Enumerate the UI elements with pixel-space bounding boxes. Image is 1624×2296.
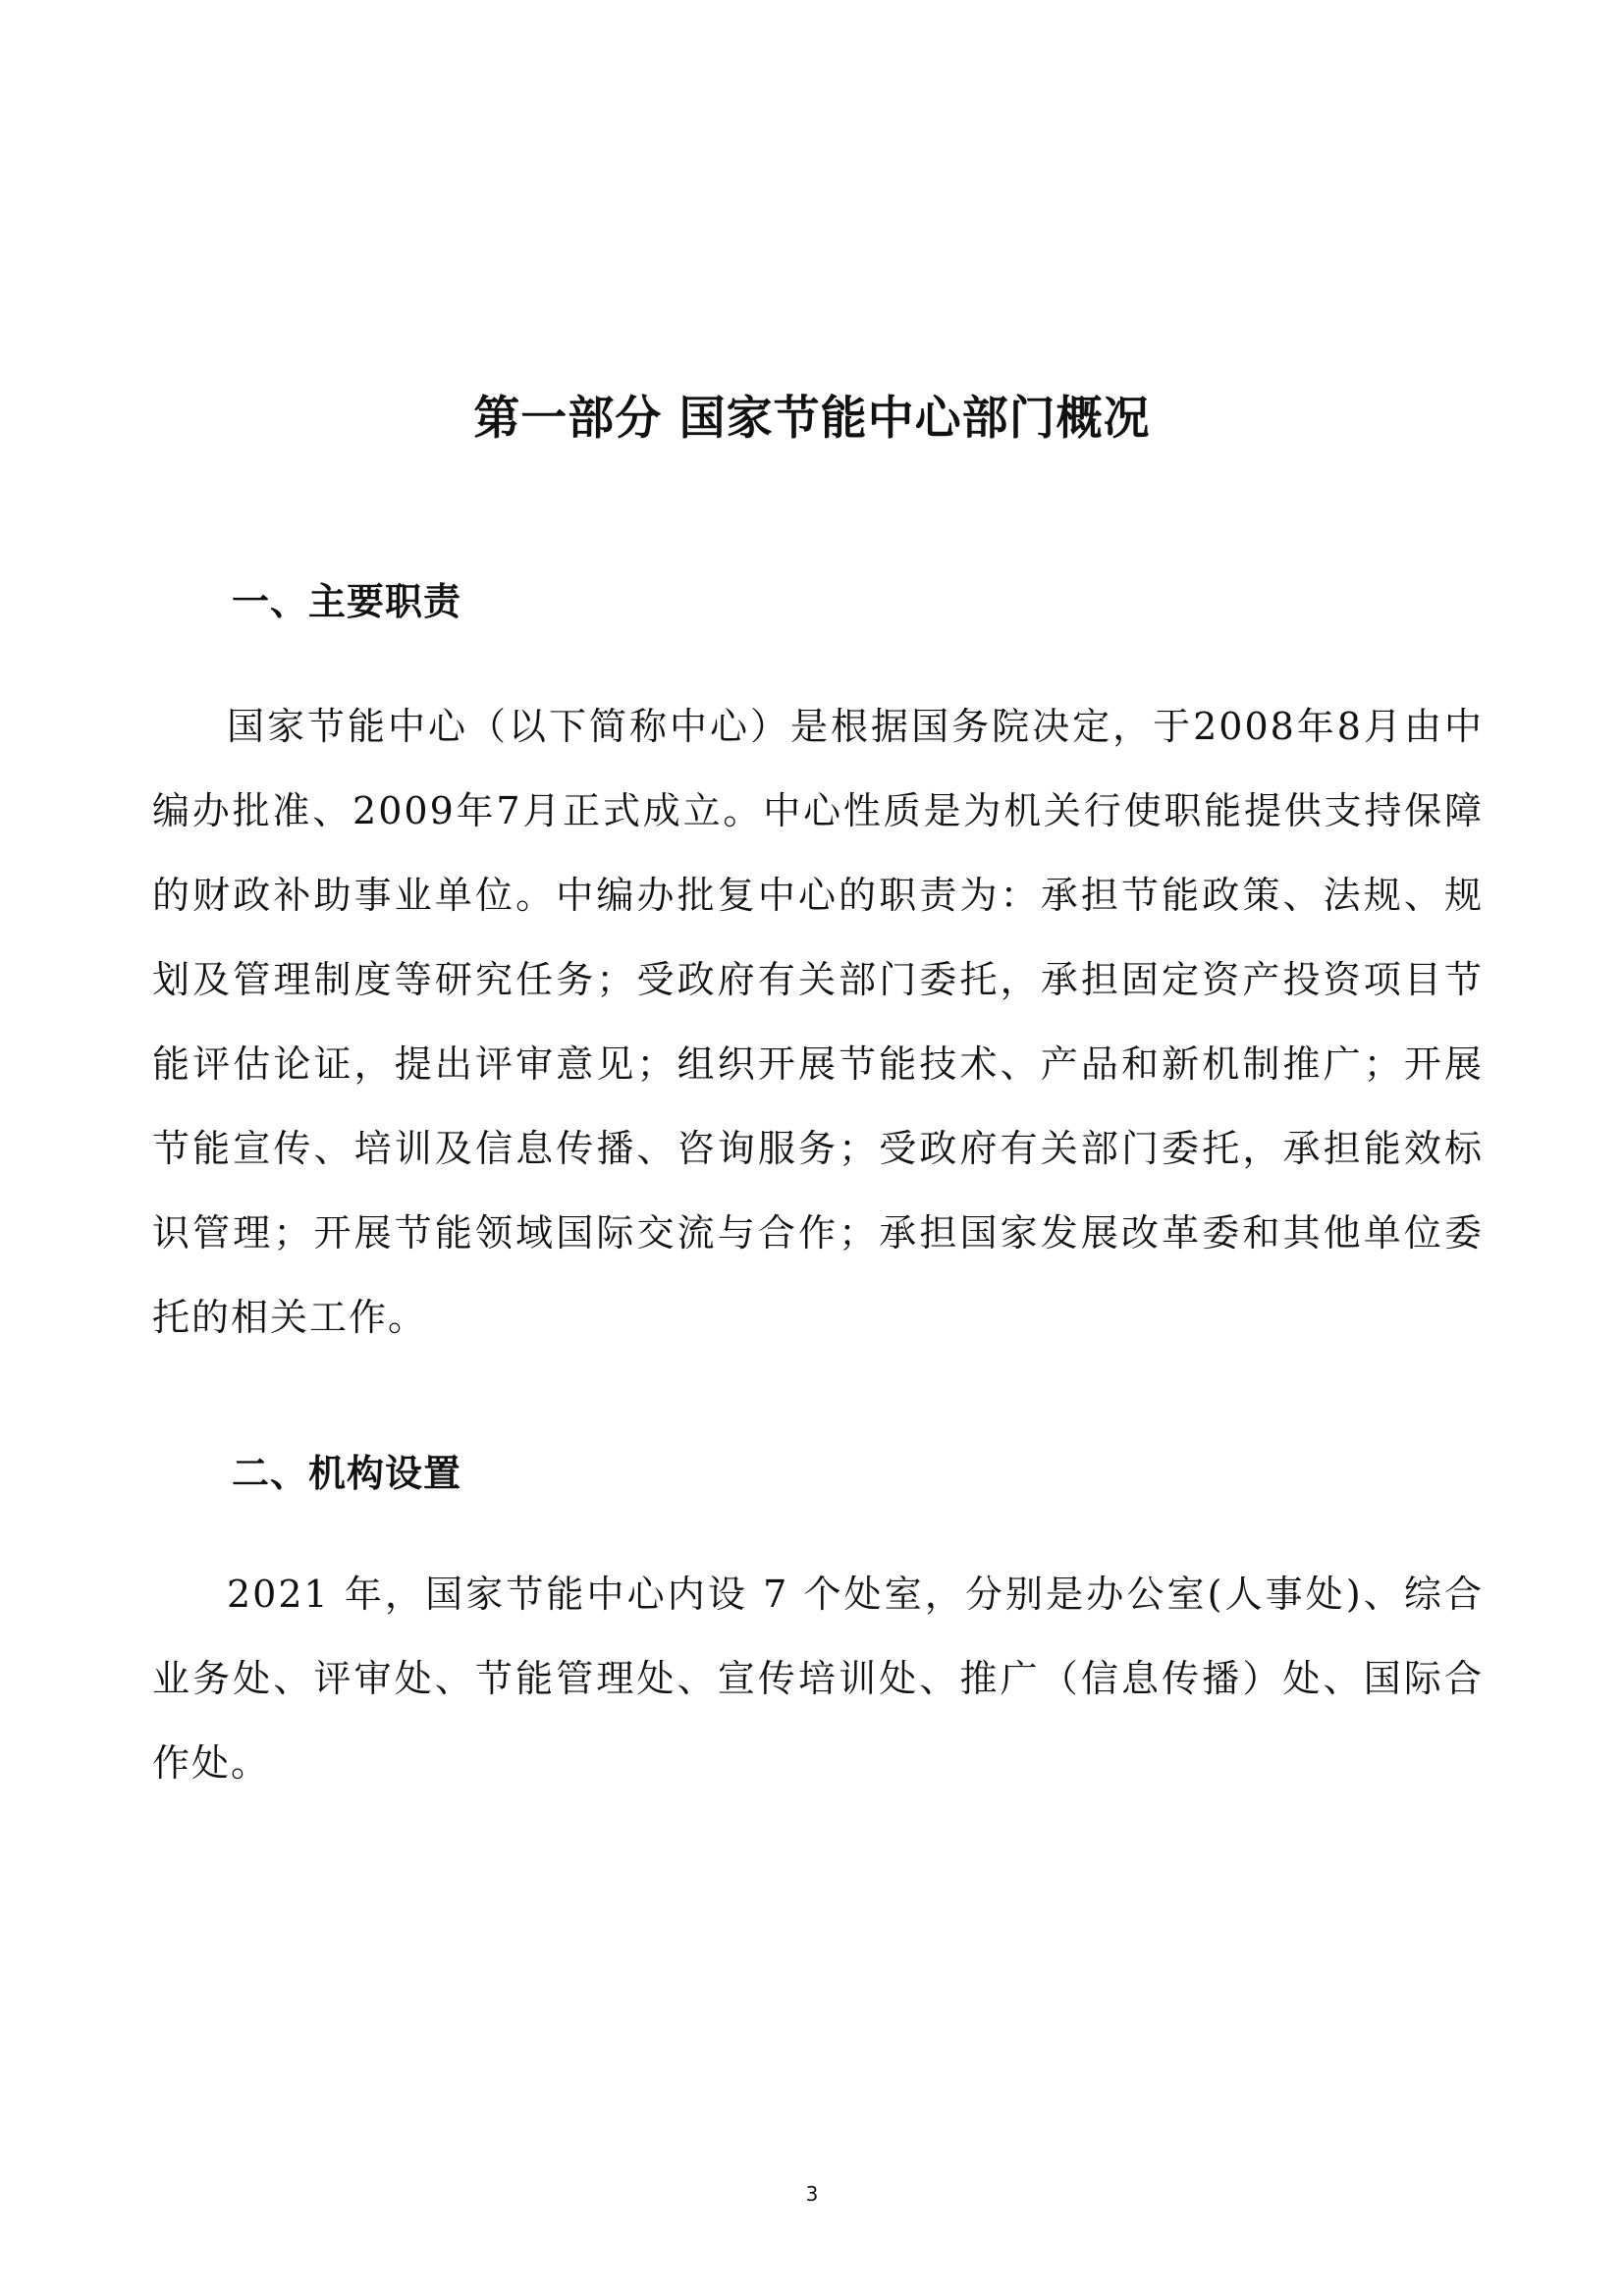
section-heading-main-duties: 一、主要职责 xyxy=(232,580,462,623)
page-number: 3 xyxy=(805,2182,819,2206)
section-body-main-duties: 国家节能中心（以下简称中心）是根据国务院决定，于2008年8月由中编办批准、2009年7月正式成立。中心性质是为机关行使职能提供支持保障的财政补助事业单位。中编办批复中心的职责为：承担节能政策、法规、规划及管理制度等研究任务；受政府有关部门委托，承担固定资产投资项目节能评估论证，提出评审意见；组织开展节能技术、产品和新机制推广；开展节能宣传、培训及信息传播、咨询服务；受政府有关部门委托，承担能效标识管理；开展节能领域国际交流与合作；承担国家发展改革委和其他单位委托的相关工作。 xyxy=(152,705,1484,1339)
section-body-organization: 2021 年，国家节能中心内设 7 个处室，分别是办公室(人事处)、综合业务处、评审处、节能管理处、宣传培训处、推广（信息传播）处、国际合作处。 xyxy=(152,1573,1484,1785)
page-title: 第一部分 国家节能中心部门概况 xyxy=(473,392,1151,446)
section-heading-organization: 二、机构设置 xyxy=(232,1452,462,1495)
